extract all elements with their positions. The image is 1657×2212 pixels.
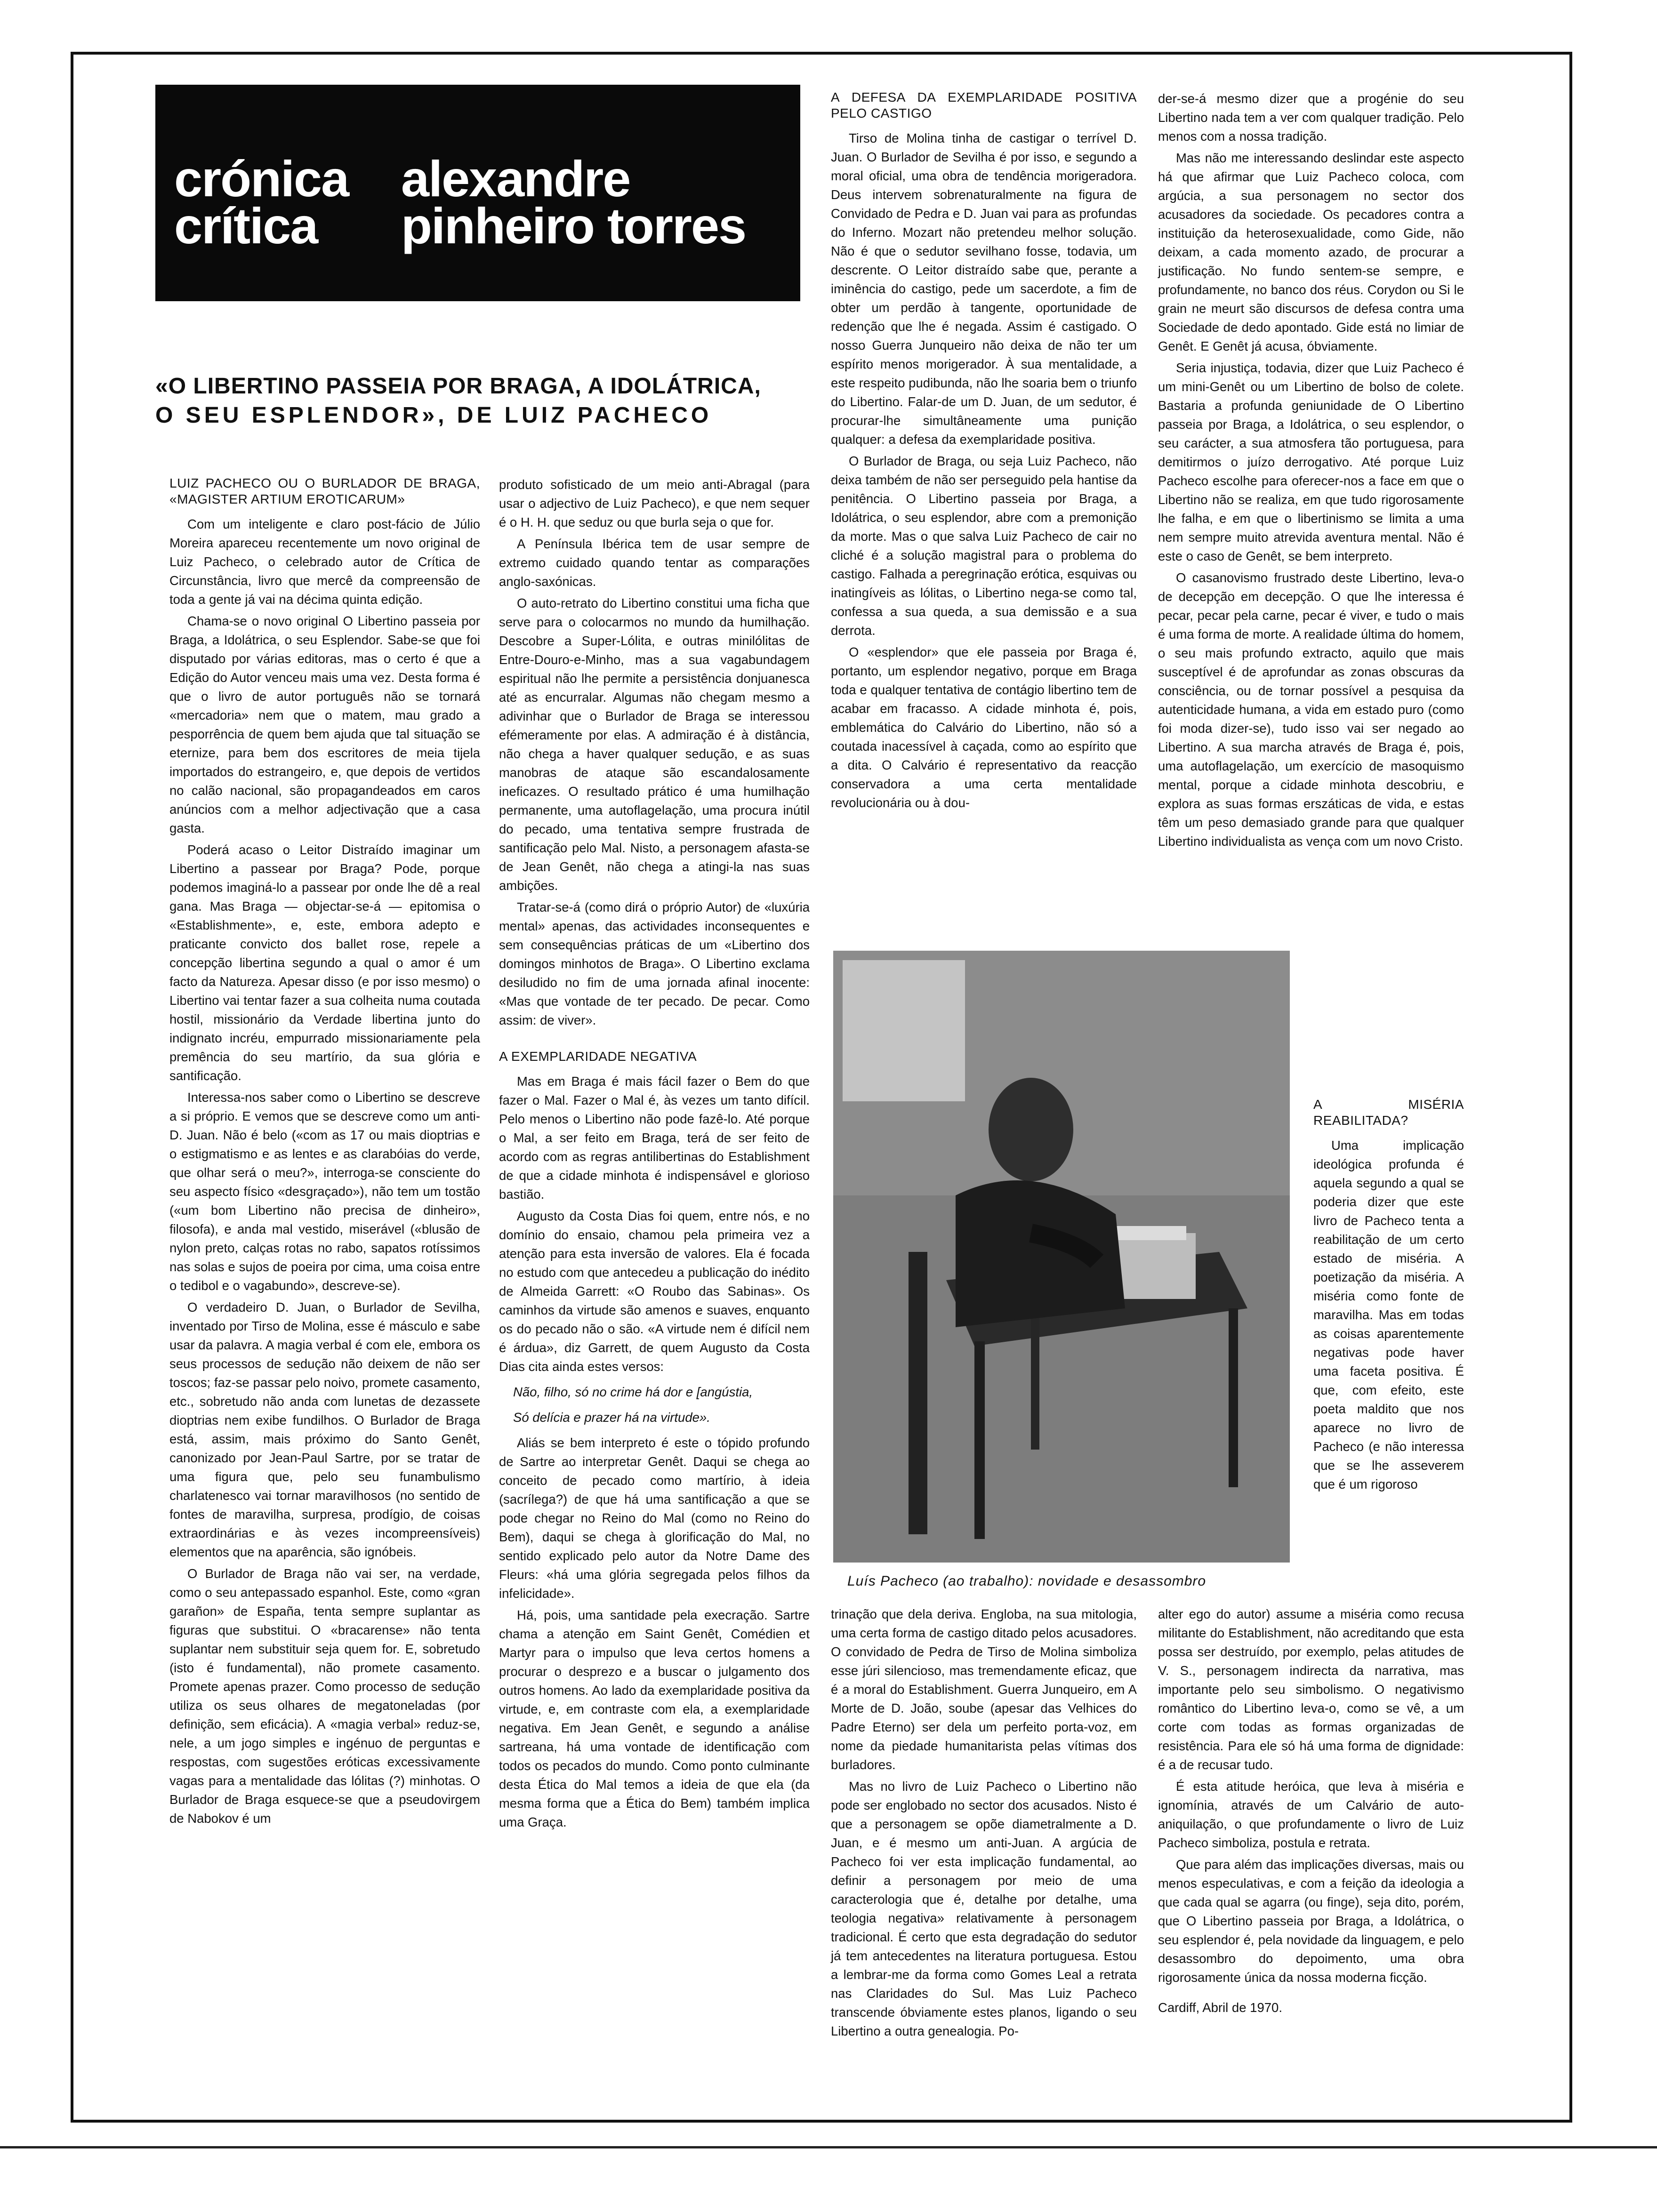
article-column-2 [499, 475, 810, 1835]
article-headline [155, 372, 814, 430]
paragraph: Mas em Braga é mais fácil fazer o Bem do que fazer o Mal. Fazer o Mal é, às vezes um tanto difícil. Pelo menos o Libertino não pode fazê-lo. Até porque o Mal, a ser feito em Braga, terá de ser feito de acordo com as regras antilibertinas do Establishment de que a cidade minhota é indispensável e glorioso bastião. [499, 1074, 810, 1202]
paragraph: O Burlador de Braga, ou seja Luiz Pacheco, não deixa também de não ser perseguido pela hantise da penitência. O Libertino passeia por Braga, a Idolátrica, o seu esplendor, abre com a premonição da morte. Mas o que salva Luiz Pacheco de cair no cliché é a solução magistral para o problema do castigo. Falhada a peregrinação erótica, esquivas ou inatingíveis as lólitas, o Libertino nega-se como tal, confessa a sua queda, a sua demissão e a sua derrota. [831, 454, 1137, 638]
section-subheading: A DEFESA DA EXEMPLARIDADE POSITIVA PELO CASTIGO [831, 90, 1137, 120]
paragraph: O Burlador de Braga não vai ser, na verdade, como o seu antepassado espanhol. Este, como «gran garañon» de España, tenta sempre suplantar as figuras que substitui. O «bracarense» não tenta suplantar nem substituir seja quem for. E, sobretudo (isto é fundamental), não promete casamento. Promete apenas prazer. Como processo de sedução utiliza os seus olhares de megatoneladas (por definição, sem eficácia). A «magia verbal» reduz-se, nele, a um jogo simples e ingénuo de perguntas e respostas, com sugestões eróticas excessivamente vagas para a mentalidade das lólitas (?) minhotas. O Burlador de Braga esquece-se que a pseudovirgem de Nabokov é um [169, 1566, 480, 1826]
headline-line-2: O SEU ESPLENDOR», DE LUIZ PACHECO [155, 403, 712, 428]
photo-illustration [833, 951, 1290, 1563]
paragraph: Uma implicação ideológica profunda é aquela segundo a qual se poderia dizer que este livro de Pacheco tenta a reabilitação de um certo estado de miséria. A poetização da miséria. A miséria como fonte de maravilha. Mas em todas as coisas aparentemente negativas pode haver uma faceta positiva. É que, com efeito, este poeta maldito que nos aparece no livro de Pacheco (e não interessa que se lhe asseverem que é um rigoroso [1313, 1138, 1464, 1491]
paragraph: Há, pois, uma santidade pela execração. Sartre chama a atenção em Saint Genêt, Comédien et Martyr para o impulso que leva certos homens a procurar o desprezo e a buscar o julgamento dos outros homens. Ao lado da exemplaridade positiva da virtude, e, em contraste com ela, a exemplaridade negativa. Em Jean Genêt, e segundo a análise sartreana, há uma vontade de identificação com todos os pecados do mundo. Como ponto culminante desta Ética do Mal temos a ideia de que ela (da mesma forma que a Ética do Bem) também implica uma Graça. [499, 1608, 810, 1829]
verse-line: Não, filho, só no crime há dor e [angústia, [513, 1385, 753, 1399]
paragraph: Aliás se bem interpreto é este o tópido profundo de Sartre ao interpretar Genêt. Daqui se chega ao conceito de pecado como martírio, à ideia (sacrílega?) de que há uma santificação a que se pode chegar no Reino do Mal (como no Reino do Bem), daqui se chega à glorificação do Mal, no sentido explicado pelo autor da Notre Dame des Fleurs: «há uma glória segregada pelos filhos da infelicidade». [499, 1435, 810, 1601]
paragraph: Tirso de Molina tinha de castigar o terrível D. Juan. O Burlador de Sevilha é por isso, e segundo a moral oficial, uma obra de tendência morigeradora. Deus intervem sobrenaturalmente na figura de Convidado de Pedra e D. Juan vai para as profundas do Inferno. Mozart não pretendeu melhor solução. Não é que o sedutor sevilhano fosse, todavia, um descrente. O Leitor distraído sabe que, perante a iminência do castigo, pede um sacerdote, a fim de obter um perdão à tangente, oportunidade de redenção que lhe é negada. Assim é castigado. O nosso Guerra Junqueiro não deixa de não ter um espírito menos morigerador. À sua mentalidade, a este respeito pudibunda, não lhe soaria bem o triunfo do Libertino. Falar-de um D. Juan, de um sedutor, é procurar-lhe simultâneamente uma punição qualquer: a defesa da exemplaridade positiva. [831, 131, 1137, 447]
paragraph: alter ego do autor) assume a miséria como recusa militante do Establishment, não acreditando que esta possa ser destruído, por exemplo, pelas atitudes de V. S., personagem indirecta da narrativa, mas importante pelo seu simbolismo. O negativismo romântico do Libertino leva-o, como se vê, a um corte com todas as formas organizadas de resistência. Para ele só há uma forma de dignidade: é a de recusar tudo. [1158, 1607, 1464, 1772]
article-column-1 [169, 475, 480, 1831]
verse-line: Só delícia e prazer há na virtude». [513, 1410, 710, 1425]
paragraph: Tratar-se-á (como dirá o próprio Autor) de «luxúria mental» apenas, das actividades inconsequentes e sem consequências práticas de um «Libertino dos domingos minhotos de Braga». O Libertino exclama desiludido no fim de uma jornada afinal inocente: «Mas que vontade de ter pecado. De pecar. Como assim: de viver». [499, 900, 810, 1027]
paragraph: Seria injustiça, todavia, dizer que Luiz Pacheco é um mini-Genêt ou um Libertino de bolso de colete. Bastaria a profunda geniunidade de O Libertino passeia por Braga, a Idolátrica, o seu esplendor, o seu carácter, a sua atmosfera tão portuguesa, para demitirmos o juízo derrogativo. Até porque Luiz Pacheco escolhe para oferecer-nos a face em que o Libertino não se realiza, em que tudo rigorosamente lhe falha, e em que o libertinismo se limita a uma nem sempre muito atrevida aventura mental. Não é este o caso de Genêt, se bem interpreto. [1158, 361, 1464, 563]
author-first-name: alexandre [401, 150, 630, 207]
headline-line-1: «O LIBERTINO PASSEIA POR BRAGA, A IDOLÁTRICA, [155, 374, 761, 399]
section-subheading: A EXEMPLARIDADE NEGATIVA [499, 1049, 697, 1064]
paragraph: Interessa-nos saber como o Libertino se descreve a si próprio. E vemos que se descreve como um anti-D. Juan. Não é belo («com as 17 ou mais dioptrias e o estigmatismo e as lentes e as clarabóias do verde, que olhar será o meu?», interroga-se consciente do seu aspecto físico «desgraçado»), não tem um tostão («um bom Libertino não precisa de dinheiro», filosofa), e anda mal vestido, miserável («blusão de nylon preto, calças rotas no rabo, sapatos rotíssimos nas solas e sujos de poeira por cima, uma coisa entre o tedibol e o vagabundo», descreve-se). [169, 1090, 480, 1293]
article-column-3-top [831, 89, 1137, 815]
paragraph: Com um inteligente e claro post-fácio de Júlio Moreira apareceu recentemente um novo original de Luiz Pacheco, o celebrado autor de Crítica de Circunstância, livro que mercê da compreensão de toda a gente já vai na décima quinta edição. [169, 517, 480, 607]
section-word-critica: crítica [174, 197, 318, 254]
signoff: Cardiff, Abril de 1970. [1158, 2000, 1282, 2015]
column-header [155, 85, 800, 301]
paragraph: Que para além das implicações diversas, mais ou menos especulativas, e com a feição da ideologia a que cada qual se agarra (ou finge), seja dito, porém, que O Libertino passeia por Braga, a Idolátrica, o seu esplendor é, pela novidade da linguagem, e pelo desassombro do depoimento, uma obra rigorosamente única da nossa moderna ficção. [1158, 1857, 1464, 1985]
article-column-4-top [1158, 89, 1464, 854]
paragraph: Poderá acaso o Leitor Distraído imaginar um Libertino a passear por Braga? Pode, porque podemos imaginá-lo a passear por onde lhe dê a real gana. Mas Braga — objectar-se-á — epitomisa o «Establishmente», e, este, embora adepto e praticante convicto dos ballet rose, repele a concepção libertina segundo a qual o amor é um facto da Natureza. Apesar disso (e por isso mesmo) o Libertino vai tentar fazer a sua colheita numa coutada hostil, missionário da Verdade libertina junto do indignato incréu, empurrado missionariamente pela premência do seu martírio, da sua glória e santificação. [169, 842, 480, 1083]
paragraph: O verdadeiro D. Juan, o Burlador de Sevilha, inventado por Tirso de Molina, esse é másculo e sabe usar da palavra. A magia verbal é com ele, embora os seus processos de sedução não deixem de não ser toscos; faz-se passar pelo noivo, promete casamento, etc., sobretudo não anda com lunetas de dezassete dioptrias nem exibe fundilhos. O Burlador de Braga está, assim, mais próximo do Santo Genêt, canonizado por Jean-Paul Sartre, por se tratar de uma figura que, pelo seu funambulismo charlatenesco vai tornar maravilhosos (no sentido de fontes de maravilha, surpresa, prodígio, de coisas extraordinárias e às vezes incompreensíveis) elementos que na aparência, são ignóbeis. [169, 1300, 480, 1559]
paragraph: A Península Ibérica tem de usar sempre de extremo cuidado quando tentar as comparações anglo-saxónicas. [499, 537, 810, 589]
paragraph: O casanovismo frustrado deste Libertino, leva-o de decepção em decepção. O que lhe interessa é pecar, pecar pela carne, pecar é viver, e tudo o mais é uma forma de morte. A realidade última do homem, o seu mais profundo extracto, aquilo que mais susceptível é de aprofundar as zonas obscuras da consciência, ou de tornar possível a pesquisa da autenticidade humana, a vida em estado puro (como foi moda dizer-se), tudo isso vai ser negado ao Libertino. A sua marcha através de Braga é, pois, uma autoflagelação, um exercício de masoquismo mental, porque a cidade minhota descobriu, e explora as suas formas erszáticas de vida, e estas têm um peso demasiado grande para que qualquer Libertino individualista as vença com um novo Cristo. [1158, 570, 1464, 849]
paragraph: O auto-retrato do Libertino constitui uma ficha que serve para o colocarmos no mundo da humilhação. Descobre a Super-Lólita, e outras minilólitas de Entre-Douro-e-Minho, mas a sua vagabundagem espiritual não lhe permite a persistência donjuanesca até as encurralar. Algumas não chegam mesmo a adivinhar que o Burlador de Braga se interessou efémeramente por elas. A admiração é à distância, não chega a haver qualquer sedução, e as suas manobras de ataque são escandalosamente ineficazes. O resultado prático é uma humilhação permanente, uma autoflagelação, uma procura inútil do pecado, uma tentativa sempre frustrada de santificação pelo Mal. Nisto, a personagem afasta-se de Jean Genêt, não chega a atingi-la nas suas ambições. [499, 596, 810, 893]
photo-caption: Luís Pacheco (ao trabalho): novidade e desassombro [847, 1573, 1207, 1589]
paragraph: Chama-se o novo original O Libertino passeia por Braga, a Idolátrica, o seu Esplendor. Sabe-se que foi disputado por várias editoras, mas o certo é que a Edição do Autor venceu mais uma vez. Desta forma é que o livro de autor português não se tornará «mercadoria» nem que o matem, mau grado a pesporrência de quem bem ajuda que tal situação se eternize, para bem dos escritores de meia tijela importados do estrangeiro, e, que depois de vertidos no calão nacional, são propagandeados em caros anúncios com a melhor adjectivação que a casa gasta. [169, 614, 480, 835]
author-photo [833, 951, 1290, 1563]
author-last-name: pinheiro torres [401, 197, 746, 254]
paragraph: É esta atitude heróica, que leva à miséria e ignomínia, através de um Calvário de auto-aniquilação, o que profundamente o livro de Luiz Pacheco simboliza, postula e retrata. [1158, 1779, 1464, 1850]
paragraph: O «esplendor» que ele passeia por Braga é, portanto, um esplendor negativo, porque em Braga toda e qualquer tentativa de contágio libertino tem de acabar em fracasso. A cidade minhota é, pois, emblemática do Calvário do Libertino, não só a coutada inacessível à caçada, como ao espírito que a dita. O Calvário é representativo da reacção conservadora a uma certa mentalidade revolucionária ou à dou- [831, 645, 1137, 810]
section-subheading: LUIZ PACHECO OU O BURLADOR DE BRAGA, «MAGISTER ARTIUM EROTICARUM» [169, 476, 480, 506]
paragraph: Mas não me interessando deslindar este aspecto há que afirmar que Luiz Pacheco coloca, com argúcia, a sua personagem no sector dos acusadores da sociedade. Os pecadores contra a instituição da heterosexualidade, como Gide, não deixam, a cada momento azado, de procurar a justificação. No fundo sentem-se sempre, e profundamente, no banco dos réus. Corydon ou Si le grain ne meurt são discursos de defesa contra uma Sociedade de dedo apontado. Gide está no limiar de Genêt. E Genêt já acusa, óbviamente. [1158, 151, 1464, 353]
paragraph: trinação que dela deriva. Engloba, na sua mitologia, uma certa forma de castigo ditado pelos acusadores. O convidado de Pedra de Tirso de Molina simboliza esse júri silencioso, mas tremendamente eficaz, que é a moral do Establishment. Guerra Junqueiro, em A Morte de D. João, soube (apesar das Velhices do Padre Eterno) ser dela um perfeito porta-voz, em nome da piedade humanitarista pelas vítimas dos burladores. [831, 1607, 1137, 1772]
bottom-rule [0, 2146, 1657, 2148]
paragraph: Augusto da Costa Dias foi quem, entre nós, e no domínio do ensaio, chamou pela primeira vez a atenção para esta inversão de valores. Ela é focada no estudo com que antecedeu a publicação do inédito de Almeida Garrett: «O Roubo das Sabinas». Os caminhos da virtude são amenos e suaves, enquanto os do pecado não o são. «A virtude nem é difícil nem é árdua», diz Garrett, de quem Augusto da Costa Dias cita ainda estes versos: [499, 1209, 810, 1374]
section-word-cronica: crónica [174, 150, 349, 207]
article-column-4-bottom [1158, 1605, 1464, 2020]
paragraph: der-se-á mesmo dizer que a progénie do seu Libertino nada tem a ver com qualquer tradição. Pelo menos com a nossa tradição. [1158, 91, 1464, 144]
paragraph: produto sofisticado de um meio anti-Abragal (para usar o adjectivo de Luiz Pacheco), e que nem sequer é o H. H. que seduz ou que burla seja o que for. [499, 477, 810, 529]
article-column-3-bottom [831, 1605, 1137, 2044]
paragraph: Mas no livro de Luiz Pacheco o Libertino não pode ser englobado no sector dos acusados. Nisto é que a personagem se opõe diametralmente a D. Juan, e é mesmo um anti-Juan. A argúcia de Pacheco foi ver esta implicação fundamental, ao definir a personagem por meio de uma caracterologia que é, detalhe por detalhe, uma teologia negativa» relativamente à personagem tradicional. É certo que esta degradação do sedutor já tem antecedentes na literatura portuguesa. Estou a lembrar-me da forma como Gomes Leal a retrata nas Claridades do Sul. Mas Luiz Pacheco transcende óbviamente estes planos, ligando o seu Libertino a outra genealogia. Po- [831, 1779, 1137, 2038]
article-column-4-side [1313, 1097, 1464, 1497]
section-subheading: A MISÉRIA REABILITADA? [1313, 1097, 1464, 1128]
